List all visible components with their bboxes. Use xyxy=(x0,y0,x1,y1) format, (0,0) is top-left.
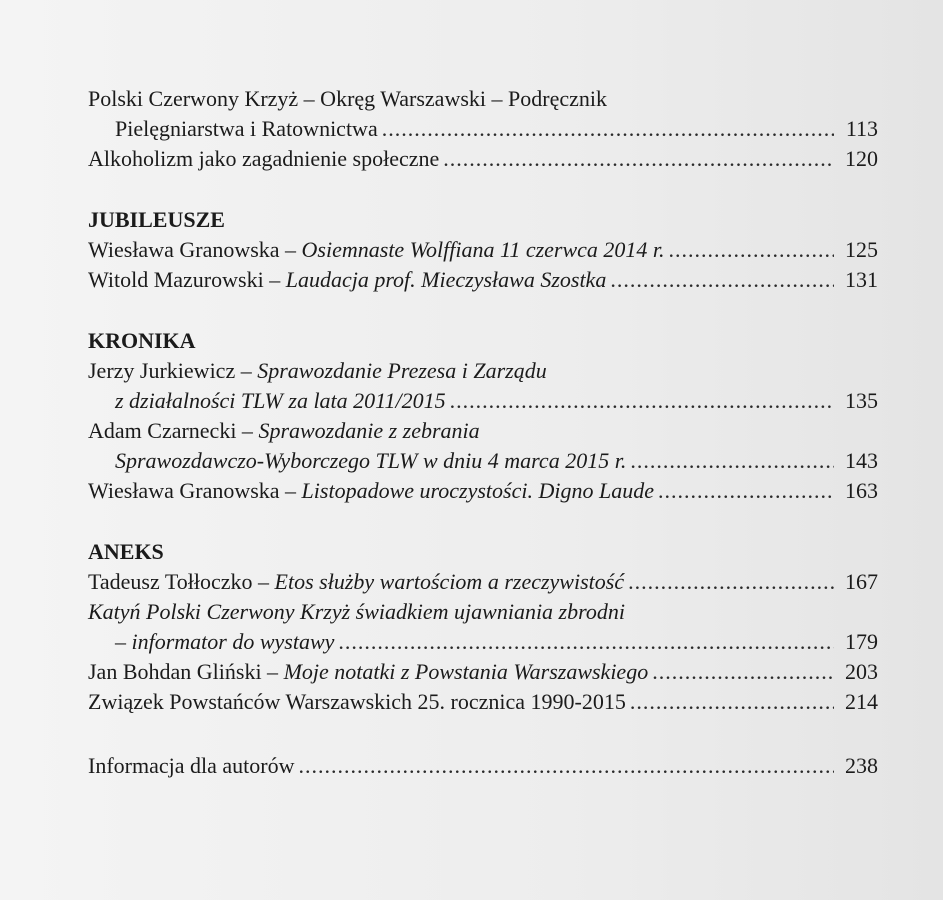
spacer xyxy=(88,717,878,751)
entry-title: Moje notatki z Powstania Warszawskiego xyxy=(283,659,649,684)
leader-dots xyxy=(338,627,834,657)
spacer xyxy=(88,506,878,523)
page-number: 143 xyxy=(845,448,878,473)
toc-entry xyxy=(88,657,878,687)
leader-dots xyxy=(450,386,834,416)
entry-author: Jerzy Jurkiewicz – xyxy=(88,358,258,383)
leader-dots xyxy=(443,144,834,174)
leader-dots xyxy=(658,476,834,506)
table-of-contents xyxy=(88,84,878,781)
toc-entry-alkoholizm xyxy=(88,144,878,174)
leader-dots xyxy=(652,657,834,687)
entry-text: Alkoholizm jako zagadnienie społeczne xyxy=(88,146,440,171)
toc-entry xyxy=(88,356,878,386)
section-heading-kronika: KRONIKA xyxy=(88,328,196,353)
entry-title: Katyń Polski Czerwony Krzyż świadkiem ujawniania zbrodni xyxy=(88,599,625,624)
page-number: 238 xyxy=(845,753,878,778)
page-number: 125 xyxy=(845,237,878,262)
leader-dots xyxy=(298,751,834,781)
entry-author: Tadeusz Tołłoczko – xyxy=(88,569,275,594)
section-heading-jubileusze: JUBILEUSZE xyxy=(88,207,225,232)
leader-dots xyxy=(630,687,834,717)
entry-title: Listopadowe uroczystości. Digno Laude xyxy=(301,478,654,503)
leader-dots xyxy=(669,235,834,265)
toc-entry-pck-line2 xyxy=(88,114,878,144)
page-number: 203 xyxy=(845,659,878,684)
entry-author: Witold Mazurowski – xyxy=(88,267,286,292)
entry-title: Sprawozdanie Prezesa i Zarządu xyxy=(257,358,547,383)
page-number: 120 xyxy=(845,146,878,171)
section-heading-aneks: ANEKS xyxy=(88,539,164,564)
toc-entry xyxy=(88,687,878,717)
toc-entry xyxy=(88,476,878,506)
entry-title: Sprawozdawczo-Wyborczego TLW w dniu 4 marca 2015 r. xyxy=(115,448,627,473)
page-number: 179 xyxy=(845,629,878,654)
entry-author: Jan Bohdan Gliński – xyxy=(88,659,284,684)
entry-text: Informacja dla autorów xyxy=(88,753,295,778)
entry-title: Etos służby wartościom a rzeczywistość xyxy=(274,569,625,594)
toc-entry xyxy=(88,567,878,597)
entry-title: Laudacja prof. Mieczysława Szostka xyxy=(285,267,607,292)
toc-entry-continuation xyxy=(88,627,878,657)
entry-title: Sprawozdanie z zebrania xyxy=(258,418,480,443)
leader-dots xyxy=(382,114,834,144)
entry-author: Wiesława Granowska – xyxy=(88,478,302,503)
toc-entry-continuation xyxy=(88,386,878,416)
leader-dots xyxy=(628,567,834,597)
entry-title: – informator do wystawy xyxy=(115,629,335,654)
page-number: 167 xyxy=(845,569,878,594)
toc-entry xyxy=(88,265,878,295)
entry-text: Związek Powstańców Warszawskich 25. rocznica 1990-2015 xyxy=(88,689,626,714)
toc-entry xyxy=(88,416,878,446)
page-number: 113 xyxy=(845,116,878,141)
toc-entry-pck-line1 xyxy=(88,84,878,114)
entry-author: Wiesława Granowska – xyxy=(88,237,302,262)
entry-title: Osiemnaste Wolffiana 11 czerwca 2014 r. xyxy=(301,237,665,262)
toc-entry-informacja xyxy=(88,751,878,781)
page-number: 214 xyxy=(845,689,878,714)
page-number: 135 xyxy=(845,388,878,413)
page-number: 163 xyxy=(845,478,878,503)
toc-entry xyxy=(88,597,878,627)
entry-text: Polski Czerwony Krzyż – Okręg Warszawski – Podręcznik xyxy=(88,86,607,111)
page-number: 131 xyxy=(845,267,878,292)
leader-dots xyxy=(610,265,834,295)
leader-dots xyxy=(630,446,834,476)
entry-title: z działalności TLW za lata 2011/2015 xyxy=(115,388,446,413)
spacer xyxy=(88,174,878,191)
toc-entry xyxy=(88,235,878,265)
toc-entry-continuation xyxy=(88,446,878,476)
entry-text: Pielęgniarstwa i Ratownictwa xyxy=(115,116,378,141)
entry-author: Adam Czarnecki – xyxy=(88,418,259,443)
spacer xyxy=(88,295,878,312)
